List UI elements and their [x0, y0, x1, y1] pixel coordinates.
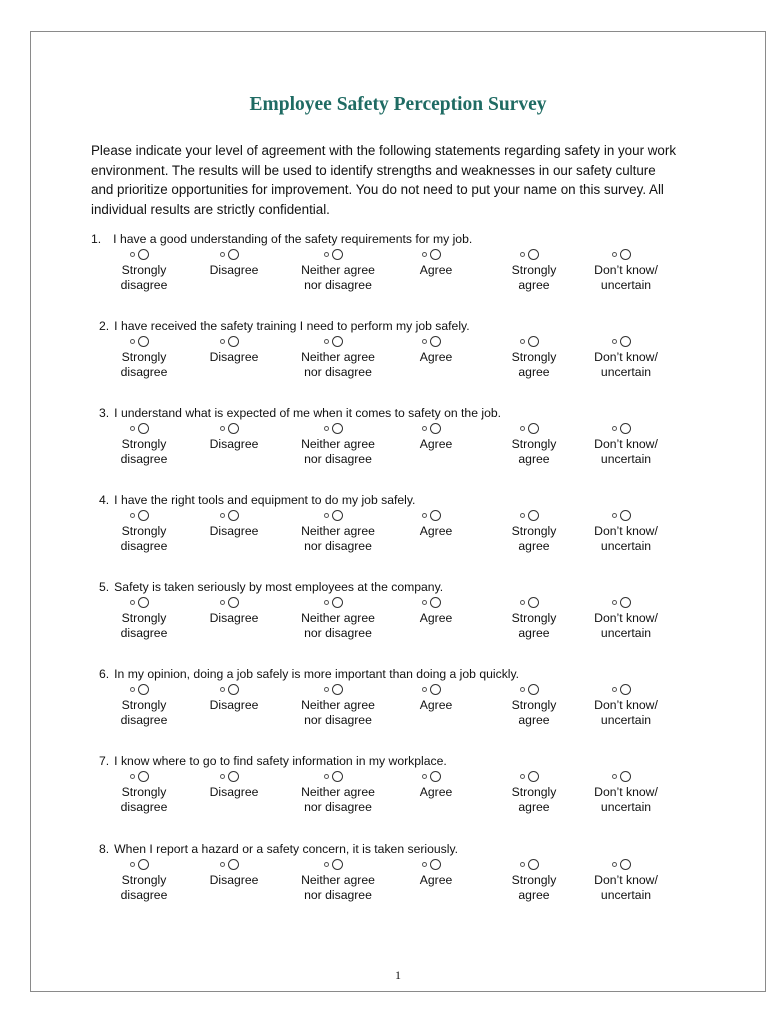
small-circle-icon — [324, 687, 329, 692]
option-label-line2: agree — [518, 365, 550, 379]
survey-question — [91, 493, 711, 553]
question-text — [91, 754, 711, 769]
radio-button[interactable] — [620, 336, 631, 347]
option-label-line1: Agree — [419, 437, 453, 451]
small-circle-icon — [612, 687, 617, 692]
radio-button[interactable] — [528, 336, 539, 347]
question-number: 2. — [99, 319, 110, 333]
response-option[interactable] — [94, 596, 194, 641]
option-label-line2: nor disagree — [304, 452, 372, 466]
option-label-line1: Strongly — [511, 524, 557, 538]
survey-question — [91, 580, 711, 640]
response-option[interactable] — [94, 509, 194, 554]
survey-question — [91, 667, 711, 727]
response-option[interactable] — [576, 422, 676, 467]
option-label-line1: Don’t know/ — [594, 263, 658, 277]
radio-button[interactable] — [528, 771, 539, 782]
small-circle-icon — [612, 513, 617, 518]
option-label-line2: nor disagree — [304, 365, 372, 379]
question-statement: In my opinion, doing a job safely is more important than doing a job quickly. — [114, 667, 520, 681]
question-text — [91, 580, 711, 595]
radio-button[interactable] — [138, 771, 149, 782]
radio-button[interactable] — [528, 684, 539, 695]
response-option[interactable] — [386, 770, 486, 800]
option-label-line2: uncertain — [600, 626, 652, 640]
response-option[interactable] — [386, 858, 486, 888]
option-label-line1: Strongly — [511, 698, 557, 712]
option-label-line2: disagree — [120, 539, 168, 553]
question-number: 8. — [99, 842, 110, 856]
question-statement: I have the right tools and equipment to do my job safely. — [114, 493, 416, 507]
small-circle-icon — [220, 687, 225, 692]
option-label-line2: nor disagree — [304, 626, 372, 640]
small-circle-icon — [220, 774, 225, 779]
small-circle-icon — [130, 774, 135, 779]
question-text — [91, 406, 711, 421]
radio-button[interactable] — [620, 684, 631, 695]
radio-button[interactable] — [332, 510, 343, 521]
radio-button[interactable] — [528, 597, 539, 608]
option-label-line1: Neither agree — [301, 698, 375, 712]
question-statement: I understand what is expected of me when it comes to safety on the job. — [114, 406, 502, 420]
radio-button[interactable] — [430, 423, 441, 434]
small-circle-icon — [612, 339, 617, 344]
response-option[interactable] — [288, 335, 388, 380]
survey-question — [91, 754, 711, 814]
option-label-line1: Neither agree — [301, 611, 375, 625]
option-label-line1: Don’t know/ — [594, 611, 658, 625]
radio-button[interactable] — [228, 423, 239, 434]
radio-button[interactable] — [620, 423, 631, 434]
option-label-line2: uncertain — [600, 452, 652, 466]
document-page — [30, 31, 766, 992]
option-label-line1: Disagree — [209, 785, 259, 799]
response-option[interactable] — [576, 858, 676, 903]
option-label-line2: nor disagree — [304, 278, 372, 292]
radio-button[interactable] — [528, 859, 539, 870]
question-statement: I have a good understanding of the safety requirements for my job. — [113, 232, 473, 246]
small-circle-icon — [324, 774, 329, 779]
option-label-line1: Strongly — [121, 873, 167, 887]
option-label-line2: uncertain — [600, 365, 652, 379]
response-option[interactable] — [184, 335, 284, 365]
response-option[interactable] — [386, 509, 486, 539]
small-circle-icon — [422, 862, 427, 867]
response-option[interactable] — [386, 248, 486, 278]
option-label-line1: Don’t know/ — [594, 350, 658, 364]
question-text — [91, 232, 711, 247]
radio-button[interactable] — [332, 597, 343, 608]
radio-button[interactable] — [138, 597, 149, 608]
small-circle-icon — [422, 339, 427, 344]
radio-button[interactable] — [620, 249, 631, 260]
response-option[interactable] — [576, 509, 676, 554]
option-label-line2: uncertain — [600, 278, 652, 292]
response-option[interactable] — [288, 509, 388, 554]
radio-button[interactable] — [228, 771, 239, 782]
response-option[interactable] — [386, 596, 486, 626]
response-options — [91, 858, 711, 902]
radio-button[interactable] — [620, 597, 631, 608]
response-options — [91, 683, 711, 727]
small-circle-icon — [612, 774, 617, 779]
survey-question — [91, 406, 711, 466]
option-label-line2: nor disagree — [304, 713, 372, 727]
response-options — [91, 335, 711, 379]
option-label-line1: Disagree — [209, 263, 259, 277]
question-number: 5. — [99, 580, 110, 594]
radio-button[interactable] — [138, 510, 149, 521]
option-label-line1: Neither agree — [301, 350, 375, 364]
radio-button[interactable] — [228, 859, 239, 870]
option-label-line1: Disagree — [209, 611, 259, 625]
option-label-line1: Strongly — [511, 785, 557, 799]
option-label-line1: Strongly — [121, 698, 167, 712]
option-label-line2: uncertain — [600, 539, 652, 553]
small-circle-icon — [612, 252, 617, 257]
option-label-line1: Don’t know/ — [594, 785, 658, 799]
response-option[interactable] — [184, 858, 284, 888]
response-option[interactable] — [288, 858, 388, 903]
small-circle-icon — [220, 600, 225, 605]
response-option[interactable] — [576, 770, 676, 815]
question-text — [91, 667, 711, 682]
radio-button[interactable] — [228, 510, 239, 521]
radio-button[interactable] — [430, 597, 441, 608]
response-option[interactable] — [576, 596, 676, 641]
radio-button[interactable] — [620, 510, 631, 521]
option-label-line2: uncertain — [600, 800, 652, 814]
response-option[interactable] — [386, 422, 486, 452]
option-label-line1: Agree — [419, 263, 453, 277]
response-option[interactable] — [94, 248, 194, 293]
radio-button[interactable] — [430, 684, 441, 695]
radio-button[interactable] — [430, 249, 441, 260]
response-options — [91, 422, 711, 466]
option-label-line1: Agree — [419, 611, 453, 625]
small-circle-icon — [612, 600, 617, 605]
option-label-line2: agree — [518, 713, 550, 727]
option-label-line2: uncertain — [600, 713, 652, 727]
radio-button[interactable] — [528, 510, 539, 521]
radio-button[interactable] — [228, 597, 239, 608]
radio-button[interactable] — [138, 336, 149, 347]
option-label-line2: disagree — [120, 365, 168, 379]
option-label-line1: Neither agree — [301, 437, 375, 451]
radio-button[interactable] — [528, 249, 539, 260]
response-option[interactable] — [184, 509, 284, 539]
small-circle-icon — [324, 252, 329, 257]
radio-button[interactable] — [332, 859, 343, 870]
question-statement: I know where to go to find safety information in my workplace. — [114, 754, 447, 768]
option-label-line2: agree — [518, 278, 550, 292]
response-option[interactable] — [484, 248, 584, 293]
small-circle-icon — [324, 339, 329, 344]
question-text — [91, 319, 711, 334]
option-label-line1: Strongly — [121, 350, 167, 364]
option-label-line1: Strongly — [511, 263, 557, 277]
option-label-line1: Strongly — [511, 611, 557, 625]
question-number: 7. — [99, 754, 110, 768]
small-circle-icon — [130, 600, 135, 605]
option-label-line2: agree — [518, 539, 550, 553]
small-circle-icon — [324, 426, 329, 431]
small-circle-icon — [130, 252, 135, 257]
option-label-line1: Strongly — [121, 437, 167, 451]
small-circle-icon — [520, 339, 525, 344]
response-option[interactable] — [288, 770, 388, 815]
response-option[interactable] — [484, 596, 584, 641]
response-option[interactable] — [484, 858, 584, 903]
response-option[interactable] — [484, 770, 584, 815]
option-label-line1: Strongly — [121, 611, 167, 625]
response-option[interactable] — [184, 422, 284, 452]
small-circle-icon — [520, 426, 525, 431]
response-option[interactable] — [386, 335, 486, 365]
option-label-line2: disagree — [120, 888, 168, 902]
radio-button[interactable] — [430, 771, 441, 782]
option-label-line2: agree — [518, 888, 550, 902]
response-option[interactable] — [288, 683, 388, 728]
option-label-line1: Don’t know/ — [594, 524, 658, 538]
small-circle-icon — [520, 600, 525, 605]
radio-button[interactable] — [138, 859, 149, 870]
option-label-line2: uncertain — [600, 888, 652, 902]
option-label-line2: disagree — [120, 278, 168, 292]
response-option[interactable] — [184, 248, 284, 278]
response-option[interactable] — [94, 422, 194, 467]
option-label-line2: agree — [518, 800, 550, 814]
response-option[interactable] — [184, 770, 284, 800]
response-option[interactable] — [576, 248, 676, 293]
question-text — [91, 493, 711, 508]
radio-button[interactable] — [332, 249, 343, 260]
question-statement: Safety is taken seriously by most employees at the company. — [114, 580, 444, 594]
option-label-line2: nor disagree — [304, 539, 372, 553]
response-option[interactable] — [184, 683, 284, 713]
page-number: 1 — [395, 968, 401, 982]
question-number: 1. — [91, 232, 102, 246]
response-option[interactable] — [288, 248, 388, 293]
option-label-line1: Strongly — [511, 437, 557, 451]
radio-button[interactable] — [620, 771, 631, 782]
small-circle-icon — [220, 426, 225, 431]
small-circle-icon — [130, 426, 135, 431]
small-circle-icon — [220, 252, 225, 257]
response-options — [91, 509, 711, 553]
small-circle-icon — [422, 774, 427, 779]
small-circle-icon — [422, 513, 427, 518]
small-circle-icon — [520, 862, 525, 867]
small-circle-icon — [422, 252, 427, 257]
small-circle-icon — [612, 426, 617, 431]
response-option[interactable] — [576, 683, 676, 728]
question-number: 4. — [99, 493, 110, 507]
option-label-line1: Neither agree — [301, 785, 375, 799]
small-circle-icon — [520, 774, 525, 779]
question-number: 6. — [99, 667, 110, 681]
small-circle-icon — [130, 513, 135, 518]
small-circle-icon — [220, 862, 225, 867]
question-text — [91, 842, 711, 857]
option-label-line1: Strongly — [511, 350, 557, 364]
small-circle-icon — [324, 600, 329, 605]
radio-button[interactable] — [430, 336, 441, 347]
response-option[interactable] — [484, 683, 584, 728]
small-circle-icon — [612, 862, 617, 867]
small-circle-icon — [130, 862, 135, 867]
radio-button[interactable] — [138, 249, 149, 260]
small-circle-icon — [220, 339, 225, 344]
option-label-line1: Disagree — [209, 437, 259, 451]
option-label-line2: agree — [518, 626, 550, 640]
option-label-line2: agree — [518, 452, 550, 466]
radio-button[interactable] — [228, 684, 239, 695]
option-label-line1: Disagree — [209, 873, 259, 887]
question-statement: I have received the safety training I need to perform my job safely. — [114, 319, 470, 333]
response-options — [91, 770, 711, 814]
response-option[interactable] — [94, 335, 194, 380]
option-label-line1: Neither agree — [301, 263, 375, 277]
option-label-line1: Disagree — [209, 524, 259, 538]
small-circle-icon — [422, 600, 427, 605]
response-option[interactable] — [288, 422, 388, 467]
survey-question — [91, 232, 711, 292]
small-circle-icon — [422, 687, 427, 692]
option-label-line1: Disagree — [209, 698, 259, 712]
option-label-line2: disagree — [120, 713, 168, 727]
small-circle-icon — [130, 687, 135, 692]
question-number: 3. — [99, 406, 110, 420]
option-label-line2: nor disagree — [304, 800, 372, 814]
option-label-line1: Agree — [419, 524, 453, 538]
page-title: Employee Safety Perception Survey — [249, 94, 547, 115]
response-option[interactable] — [484, 335, 584, 380]
option-label-line1: Disagree — [209, 350, 259, 364]
response-option[interactable] — [184, 596, 284, 626]
survey-question — [91, 319, 711, 379]
small-circle-icon — [130, 339, 135, 344]
option-label-line1: Agree — [419, 873, 453, 887]
option-label-line1: Agree — [419, 350, 453, 364]
option-label-line2: nor disagree — [304, 888, 372, 902]
option-label-line1: Neither agree — [301, 524, 375, 538]
option-label-line1: Strongly — [121, 263, 167, 277]
radio-button[interactable] — [138, 684, 149, 695]
option-label-line2: disagree — [120, 800, 168, 814]
radio-button[interactable] — [528, 423, 539, 434]
radio-button[interactable] — [430, 859, 441, 870]
option-label-line1: Don’t know/ — [594, 873, 658, 887]
option-label-line1: Strongly — [121, 524, 167, 538]
radio-button[interactable] — [430, 510, 441, 521]
option-label-line1: Don’t know/ — [594, 698, 658, 712]
option-label-line1: Don’t know/ — [594, 437, 658, 451]
radio-button[interactable] — [138, 423, 149, 434]
response-option[interactable] — [288, 596, 388, 641]
option-label-line1: Strongly — [121, 785, 167, 799]
radio-button[interactable] — [332, 336, 343, 347]
radio-button[interactable] — [620, 859, 631, 870]
radio-button[interactable] — [228, 336, 239, 347]
question-statement: When I report a hazard or a safety concern, it is taken seriously. — [114, 842, 459, 856]
response-option[interactable] — [484, 422, 584, 467]
response-option[interactable] — [386, 683, 486, 713]
small-circle-icon — [324, 513, 329, 518]
small-circle-icon — [520, 687, 525, 692]
small-circle-icon — [324, 862, 329, 867]
option-label-line1: Agree — [419, 785, 453, 799]
radio-button[interactable] — [332, 771, 343, 782]
survey-intro: Please indicate your level of agreement with the following statements regarding safety in your work environment. The results will be used to identify strengths and weaknesses in our safety culture and prioritize opportunities for improvement. You do not need to put your name on this survey. All individual results are strictly confidential. — [91, 143, 677, 217]
option-label-line2: disagree — [120, 626, 168, 640]
small-circle-icon — [422, 426, 427, 431]
response-option[interactable] — [94, 858, 194, 903]
survey-question — [91, 842, 711, 902]
option-label-line1: Strongly — [511, 873, 557, 887]
small-circle-icon — [220, 513, 225, 518]
radio-button[interactable] — [228, 249, 239, 260]
response-options — [91, 248, 711, 292]
option-label-line1: Agree — [419, 698, 453, 712]
radio-button[interactable] — [332, 423, 343, 434]
response-option[interactable] — [94, 770, 194, 815]
response-option[interactable] — [484, 509, 584, 554]
option-label-line1: Neither agree — [301, 873, 375, 887]
small-circle-icon — [520, 513, 525, 518]
response-option[interactable] — [576, 335, 676, 380]
small-circle-icon — [520, 252, 525, 257]
response-options — [91, 596, 711, 640]
response-option[interactable] — [94, 683, 194, 728]
radio-button[interactable] — [332, 684, 343, 695]
option-label-line2: disagree — [120, 452, 168, 466]
